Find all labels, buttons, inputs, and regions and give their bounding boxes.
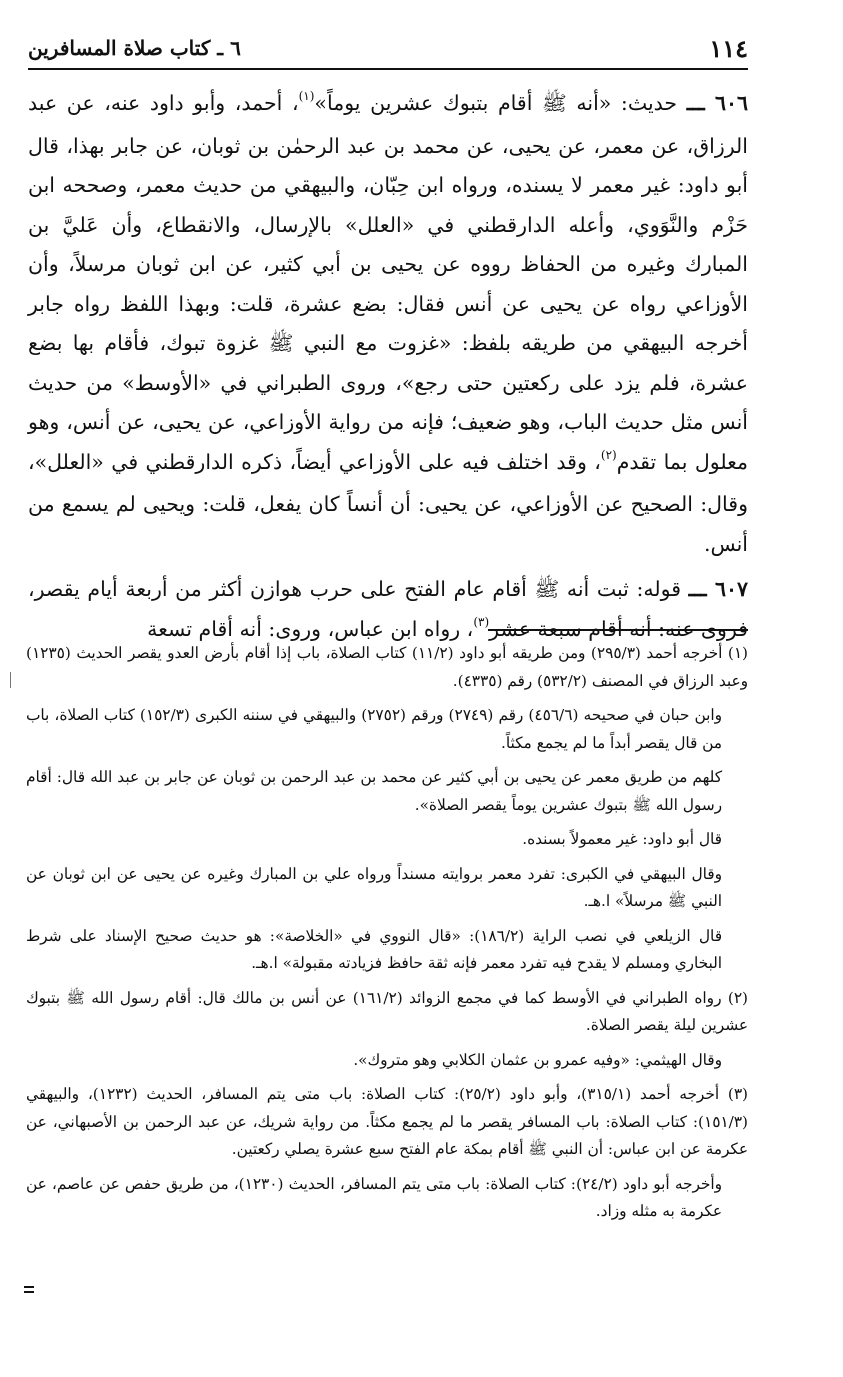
paragraph-text: ، أحمد، وأبو داود عنه، عن عبد الرزاق، عن معمر، عن يحيى، عن محمد بن عبد الرحمٰن بن ثوبان، عن جابر بهذا، قال أبو داود: غير معمر لا يسنده، ورواه ابن حِبّان، والبيهقي من حديث معمر، وصححه ابن حَزْم والنَّوَوي، وأعله الدارقطني في «العلل» بالإرسال، والانقطاع، وأن عَليَّ بن المبارك وغيره من الحفاظ رووه عن يحيى بن أبي كثير، عن ابن ثوبان مرسلاً، وأن الأوزاعي رواه عن يحيى عن أنس فقال: بضع عشرة، قلت: وبهذا اللفظ رواه جابر أخرجه البيهقي من طريقه بلفظ: «غزوت مع النبي ﷺ غزوة تبوك، فأقام بها بضع عشرة، فلم يزد على ركعتين حتى رجع»، وروى الطبراني في «الأوسط» من حديث أنس مثل حديث الباب، وهو ضعيف؛ فإنه من رواية الأوزاعي، عن يحيى، عن أنس، وهو معلول بما تقدم <box>28 91 748 474</box>
hadith-606 <box>28 84 748 564</box>
paragraph-text: ، وقد اختلف فيه على الأوزاعي أيضاً، ذكره الدارقطني في «العلل»، وقال: الصحيح عن الأوزاعي، عن يحيى: أن أنساً كان يفعل، قلت: ويحيى لم يسمع من أنس. <box>28 449 748 556</box>
footnote-1-cont: قال أبو داود: غير معمولاً بسنده. <box>522 830 722 848</box>
paragraph-text: قوله: ثبت أنه ﷺ أقام عام الفتح على حرب هوازن أكثر من أربعة أيام يقصر، فروى عنه: أنه أقام سبعة عشر <box>28 577 748 641</box>
footnote-1-cont: وقال البيهقي في الكبرى: تفرد معمر بروايته مسنداً ورواه علي بن المبارك وغيره عن يحيى عن ابن ثوبان عن النبي ﷺ مرسلاً» ا.هـ. <box>26 864 722 910</box>
footnote-2-cont: وقال الهيثمي: «وفيه عمرو بن عثمان الكلابي وهو متروك». <box>353 1050 722 1069</box>
footnote-ref: (٢) <box>600 447 617 462</box>
footnote-3: (٣) أخرجه أحمد (٣١٥/١)، وأبو داود (٢٥/٢): كتاب الصلاة: باب متى يتم المسافر، الحديث (١٢٣٢)، والبيهقي (١٥١/٣): كتاب الصلاة: باب المسافر يقصر ما لم يجمع مكثاً. من رواية شريك، عن عبد الرحمن بن الأصبهاني، عن عكرمة عن ابن عباس: أن النبي ﷺ أقام بمكة عام الفتح سبع عشرة يصلي ركعتين. <box>26 1085 749 1158</box>
footnote-3-cont: وأخرجه أبو داود (٢٤/٢): كتاب الصلاة: باب متى يتم المسافر، الحديث (١٢٣٠)، من طريق حفص عن عاصم، عن عكرمة به مثله وزاد. <box>26 1174 723 1220</box>
page-header <box>28 28 748 70</box>
hadith-number: ٦٠٦ ـــ <box>686 91 748 115</box>
footnote-ref: (٣) <box>473 614 490 629</box>
footnote-separator <box>488 629 748 631</box>
footnote-1-cont: كلهم من طريق معمر عن يحيى بن أبي كثير عن محمد بن عبد الرحمن بن ثوبان عن جابر بن عبد الله قال: أقام رسول الله ﷺ بتبوك عشرين يوماً يقصر الصلاة». <box>26 768 722 814</box>
margin-mark <box>24 1286 34 1293</box>
footnote-2: (٢) رواه الطبراني في الأوسط كما في مجمع الزوائد (١٦١/٢) عن أنس بن مالك قال: أقام رسول الله ﷺ بتبوك عشرين ليلة يقصر الصلاة. <box>26 988 748 1034</box>
scan-edge-mark <box>10 672 11 688</box>
footnotes <box>26 640 748 1233</box>
footnote-1-cont: قال الزيلعي في نصب الراية (١٨٦/٢): «قال النووي في «الخلاصة»: هو حديث صحيح الإسناد على شرط البخاري ومسلم لا يقدح فيه تفرد معمر فإنه ثقة حافظ فزيادته مقبولة» ا.هـ. <box>26 926 723 972</box>
running-title: ٦ ـ كتاب صلاة المسافرين <box>28 36 241 60</box>
paragraph-text: ، رواه ابن عباس، وروى: أنه أقام تسعة <box>147 616 474 641</box>
page-number: ١١٤ <box>709 33 748 63</box>
paragraph-text: حديث: «أنه ﷺ أقام بتبوك عشرين يوماً» <box>314 91 678 115</box>
footnote-1-cont: وابن حبان في صحيحه (٤٥٦/٦) رقم (٢٧٤٩) ورقم (٢٧٥٢) والبيهقي في سننه الكبرى (١٥٢/٣) كتاب الصلاة، باب من قال يقصر أبداً ما لم يجمع مكثاً. <box>26 706 722 752</box>
main-text <box>28 84 748 658</box>
footnote-ref: (١) <box>298 89 315 103</box>
footnote-1: (١) أخرجه أحمد (٢٩٥/٣) ومن طريقه أبو داود (١١/٢) كتاب الصلاة، باب إذا أقام بأرض العدو يقصر الحديث (١٢٣٥) وعبد الرزاق في المصنف (٥٣٢/٢) رقم (٤٣٣٥). <box>26 644 748 690</box>
hadith-number: ٦٠٧ ـــ <box>688 577 748 601</box>
